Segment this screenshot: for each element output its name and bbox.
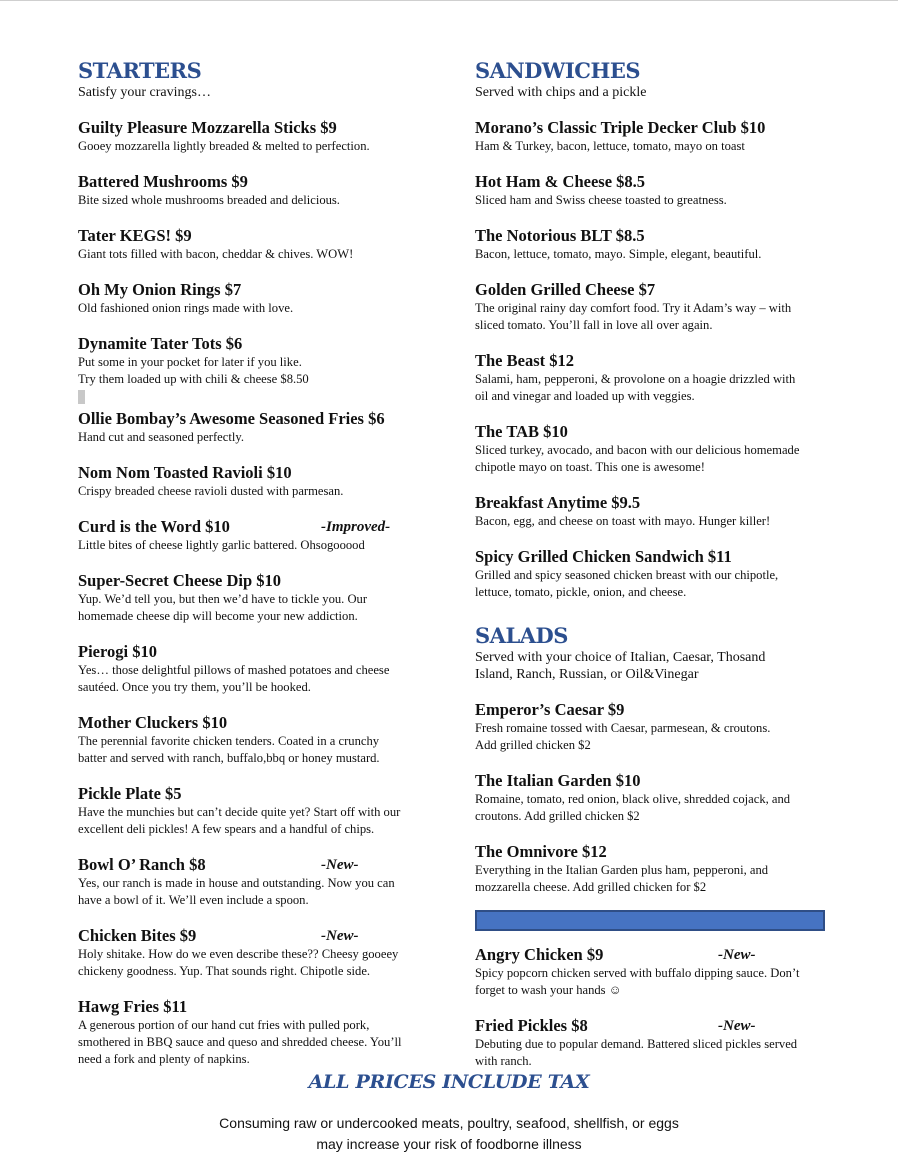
item-name: Breakfast Anytime $9.5 xyxy=(475,493,641,512)
starters-heading: STARTERS xyxy=(78,58,202,83)
item-desc: Yes, our ranch is made in house and outstanding. Now you can xyxy=(78,876,395,890)
menu-item xyxy=(475,351,825,405)
item-name: Dynamite Tater Tots $6 xyxy=(78,334,243,353)
item-desc: Gooey mozzarella lightly breaded & melted to perfection. xyxy=(78,139,370,153)
menu-item xyxy=(78,280,448,317)
item-desc: A generous portion of our hand cut fries with pulled pork, xyxy=(78,1018,370,1032)
item-desc: with ranch. xyxy=(475,1054,532,1068)
item-name: The Italian Garden $10 xyxy=(475,771,641,790)
item-name: Mother Cluckers $10 xyxy=(78,713,228,732)
menu-item xyxy=(475,842,825,896)
item-desc: Yes… those delightful pillows of mashed potatoes and cheese xyxy=(78,663,390,677)
item-desc: Hand cut and seasoned perfectly. xyxy=(78,430,244,444)
menu-item xyxy=(78,118,448,155)
prices-include-tax-heading: ALL PRICES INCLUDE TAX xyxy=(308,1071,590,1093)
starters-column xyxy=(78,58,448,1068)
page-top-border xyxy=(0,0,898,1)
item-desc: Sliced turkey, avocado, and bacon with our delicious homemade xyxy=(475,443,800,457)
menu-item xyxy=(78,855,448,909)
starters-subtitle: Satisfy your cravings… xyxy=(78,85,211,100)
menu-item xyxy=(78,226,448,263)
menu-item xyxy=(78,334,448,404)
menu-item xyxy=(78,517,448,554)
item-desc: Everything in the Italian Garden plus ham, pepperoni, and xyxy=(475,863,769,877)
item-name: Super-Secret Cheese Dip $10 xyxy=(78,571,282,590)
item-desc: have a bowl of it. We’ll even include a spoon. xyxy=(78,893,309,907)
menu-item xyxy=(475,771,825,825)
menu-item xyxy=(78,713,448,767)
item-name xyxy=(78,517,448,537)
item-desc: Holy shitake. How do we even describe these?? Cheesy gooeey xyxy=(78,947,399,961)
disclaimer-line: Consuming raw or undercooked meats, poultry, seafood, shellfish, or eggs xyxy=(219,1115,679,1131)
new-tag: -New- xyxy=(718,1018,756,1034)
menu-item xyxy=(475,226,825,263)
item-desc: Yup. We’d tell you, but then we’d have to tickle you. Our xyxy=(78,592,368,606)
item-desc: excellent deli pickles! A few spears and a handful of chips. xyxy=(78,822,375,836)
menu-item xyxy=(475,118,825,155)
menu-item xyxy=(475,700,825,754)
item-desc: Bacon, egg, and cheese on toast with mayo. Hunger killer! xyxy=(475,514,771,528)
menu-item xyxy=(78,172,448,209)
item-desc: croutons. Add grilled chicken $2 xyxy=(475,809,640,823)
salads-subtitle: Served with your choice of Italian, Caesar, Thosand xyxy=(475,650,766,665)
item-desc: Sliced ham and Swiss cheese toasted to greatness. xyxy=(475,193,727,207)
item-name: Ollie Bombay’s Awesome Seasoned Fries $6 xyxy=(78,409,385,428)
margin-marker xyxy=(78,390,85,404)
menu-item xyxy=(78,997,448,1068)
item-name: Nom Nom Toasted Ravioli $10 xyxy=(78,463,292,482)
item-desc: Crispy breaded cheese ravioli dusted with parmesan. xyxy=(78,484,344,498)
item-name: Guilty Pleasure Mozzarella Sticks $9 xyxy=(78,118,337,137)
salads-heading: SALADS xyxy=(475,623,568,648)
item-desc: Bite sized whole mushrooms breaded and delicious. xyxy=(78,193,340,207)
item-desc: Have the munchies but can’t decide quite yet? Start off with our xyxy=(78,805,401,819)
sandwiches-heading: SANDWICHES xyxy=(475,58,640,83)
item-desc: chickeny goodness. Yup. That sounds right. Chipotle side. xyxy=(78,964,371,978)
item-desc: Giant tots filled with bacon, cheddar & chives. WOW! xyxy=(78,247,354,261)
item-name xyxy=(475,1016,825,1036)
item-desc: Romaine, tomato, red onion, black olive, shredded cojack, and xyxy=(475,792,791,806)
menu-item xyxy=(78,642,448,696)
disclaimer-line: may increase your risk of foodborne illness xyxy=(316,1136,582,1152)
item-desc: Fresh romaine tossed with Caesar, parmesean, & croutons. xyxy=(475,721,771,735)
item-desc: mozzarella cheese. Add grilled chicken for $2 xyxy=(475,880,707,894)
item-desc: Old fashioned onion rings made with love. xyxy=(78,301,294,315)
menu-item xyxy=(475,422,825,476)
menu-item xyxy=(475,172,825,209)
salads-section xyxy=(475,623,825,896)
menu-item xyxy=(475,493,825,530)
item-name-text: Chicken Bites $9 xyxy=(78,926,197,945)
item-desc: Grilled and spicy seasoned chicken breast with our chipotle, xyxy=(475,568,779,582)
menu-item xyxy=(475,1016,825,1070)
new-tag: -New- xyxy=(718,947,756,963)
item-name: The Notorious BLT $8.5 xyxy=(475,226,645,245)
item-desc: Little bites of cheese lightly garlic battered. Ohsogooood xyxy=(78,538,365,552)
item-name: Tater KEGS! $9 xyxy=(78,226,192,245)
item-desc: Put some in your pocket for later if you like. xyxy=(78,355,302,369)
new-tag: -New- xyxy=(321,928,359,944)
item-desc: Bacon, lettuce, tomato, mayo. Simple, elegant, beautiful. xyxy=(475,247,762,261)
item-name: The TAB $10 xyxy=(475,422,568,441)
menu-item xyxy=(78,409,448,446)
item-desc: sliced tomato. You’ll fall in love all over again. xyxy=(475,318,713,332)
item-name: Emperor’s Caesar $9 xyxy=(475,700,625,719)
menu-item xyxy=(78,463,448,500)
item-desc: Debuting due to popular demand. Battered sliced pickles served xyxy=(475,1037,798,1051)
item-name: Hot Ham & Cheese $8.5 xyxy=(475,172,646,191)
menu-item xyxy=(475,945,825,999)
item-name: Golden Grilled Cheese $7 xyxy=(475,280,656,299)
menu-item xyxy=(78,926,448,980)
item-name-text: Fried Pickles $8 xyxy=(475,1016,588,1035)
item-name: Spicy Grilled Chicken Sandwich $11 xyxy=(475,547,732,566)
item-name: The Beast $12 xyxy=(475,351,574,370)
item-name: Hawg Fries $11 xyxy=(78,997,188,1016)
item-desc: Add grilled chicken $2 xyxy=(475,738,591,752)
item-name: The Omnivore $12 xyxy=(475,842,607,861)
item-name xyxy=(475,945,825,965)
item-name-text: Angry Chicken $9 xyxy=(475,945,604,964)
section-divider-bar xyxy=(475,910,825,931)
sandwiches-subtitle: Served with chips and a pickle xyxy=(475,85,647,100)
item-desc: homemade cheese dip will become your new addiction. xyxy=(78,609,358,623)
item-name: Pierogi $10 xyxy=(78,642,157,661)
item-desc: The perennial favorite chicken tenders. Coated in a crunchy xyxy=(78,734,380,748)
menu-item xyxy=(78,784,448,838)
item-desc: smothered in BBQ sauce and queso and shredded cheese. You’ll xyxy=(78,1035,402,1049)
item-name: Morano’s Classic Triple Decker Club $10 xyxy=(475,118,766,137)
item-name xyxy=(78,855,448,875)
item-desc: Spicy popcorn chicken served with buffalo dipping sauce. Don’t xyxy=(475,966,800,980)
improved-tag: -Improved- xyxy=(321,519,391,535)
item-name-text: Bowl O’ Ranch $8 xyxy=(78,855,206,874)
item-desc: sautéed. Once you try them, you’ll be hooked. xyxy=(78,680,311,694)
menu-item xyxy=(78,571,448,625)
item-desc: oil and vinegar and loaded up with veggies. xyxy=(475,389,695,403)
item-desc: Try them loaded up with chili & cheese $8.50 xyxy=(78,372,309,386)
sandwiches-salads-column xyxy=(475,58,825,1070)
new-tag: -New- xyxy=(321,857,359,873)
item-desc: lettuce, tomato, pickle, onion, and cheese. xyxy=(475,585,687,599)
item-desc: batter and served with ranch, buffalo,bbq or honey mustard. xyxy=(78,751,380,765)
salads-subtitle: Island, Ranch, Russian, or Oil&Vinegar xyxy=(475,667,699,682)
item-desc: need a fork and plenty of napkins. xyxy=(78,1052,250,1066)
menu-item xyxy=(475,280,825,334)
item-desc: Salami, ham, pepperoni, & provolone on a hoagie drizzled with xyxy=(475,372,796,386)
item-name-text: Curd is the Word $10 xyxy=(78,517,230,536)
item-desc: forget to wash your hands ☺ xyxy=(475,983,622,997)
item-desc: chipotle mayo on toast. This one is awesome! xyxy=(475,460,705,474)
item-name: Pickle Plate $5 xyxy=(78,784,182,803)
menu-item xyxy=(475,547,825,601)
item-desc: Ham & Turkey, bacon, lettuce, tomato, mayo on toast xyxy=(475,139,745,153)
food-safety-disclaimer xyxy=(0,1113,898,1155)
item-name: Oh My Onion Rings $7 xyxy=(78,280,242,299)
item-name xyxy=(78,926,448,946)
item-name: Battered Mushrooms $9 xyxy=(78,172,248,191)
item-desc: The original rainy day comfort food. Try it Adam’s way – with xyxy=(475,301,792,315)
